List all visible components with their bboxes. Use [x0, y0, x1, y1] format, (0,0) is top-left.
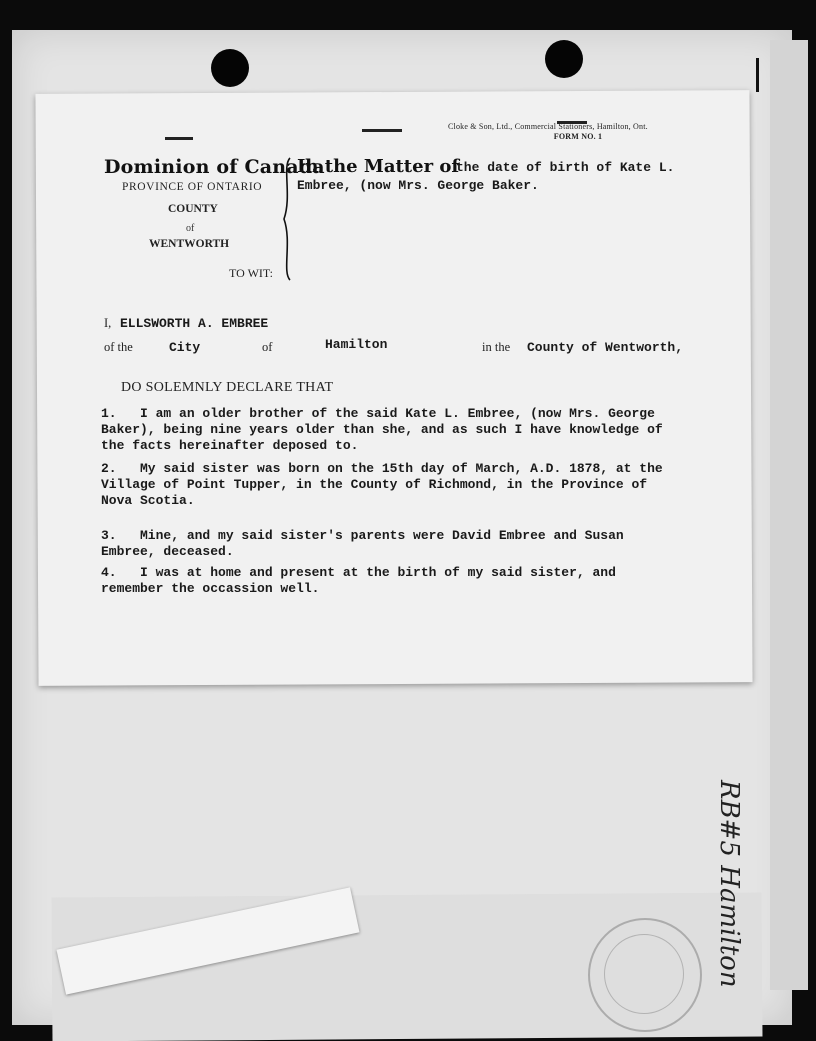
punch-hole-left: [211, 49, 249, 87]
rule-mark: [362, 129, 402, 132]
of-label-inline: of: [262, 340, 273, 354]
matter-text-line1: the date of birth of Kate L.: [456, 160, 675, 175]
declarant-name: ELLSWORTH A. EMBREE: [120, 316, 269, 331]
of-label: of: [186, 223, 195, 234]
rule-mark: [165, 137, 193, 140]
matter-text-line2: Embree, (now Mrs. George Baker.: [297, 178, 539, 193]
province-label: PROVINCE OF ONTARIO: [122, 181, 263, 193]
place-name: Hamilton: [325, 337, 388, 352]
declare-heading: DO SOLEMNLY DECLARE THAT: [121, 380, 334, 395]
form-number: FORM NO. 1: [553, 132, 603, 141]
in-the-label: in the: [482, 340, 511, 354]
i-label: I,: [104, 316, 112, 330]
paragraph-4: 4. I was at home and present at the birth of my said sister, and remember the occassion well.: [101, 565, 616, 596]
county-label: COUNTY: [168, 203, 218, 215]
publisher-line: Cloke & Son, Ltd., Commercial Stationers, Hamilton, Ont.: [448, 122, 648, 131]
dominion-heading: Dominion of Canada: [104, 156, 325, 178]
paragraph-1: 1. I am an older brother of the said Kate L. Embree, (now Mrs. George Baker), being nine years older than she, and as such I have knowledge of the facts hereinafter deposed to.: [101, 406, 663, 453]
to-wit-label: TO WIT:: [229, 266, 273, 280]
handwritten-margin-note: RB#5 Hamilton: [714, 780, 744, 988]
matter-heading: In the Matter of: [297, 156, 460, 177]
margin-pen-mark: [756, 58, 759, 92]
paragraph-3: 3. Mine, and my said sister's parents were David Embree and Susan Embree, deceased.: [101, 528, 624, 559]
brace-divider: [280, 156, 296, 282]
declarant-county: County of Wentworth,: [527, 340, 684, 355]
backing-sheet-edge: [770, 40, 808, 990]
punch-hole-right: [545, 40, 583, 78]
county-name: WENTWORTH: [149, 238, 230, 250]
of-the-label: of the: [104, 340, 133, 354]
embossed-seal: [588, 918, 702, 1032]
place-type: City: [169, 340, 201, 355]
paragraph-2: 2. My said sister was born on the 15th day of March, A.D. 1878, at the Village of Point Tupper, in the County of Richmond, in the Province of Nova Scotia.: [101, 461, 663, 508]
publisher-imprint: [448, 122, 708, 141]
